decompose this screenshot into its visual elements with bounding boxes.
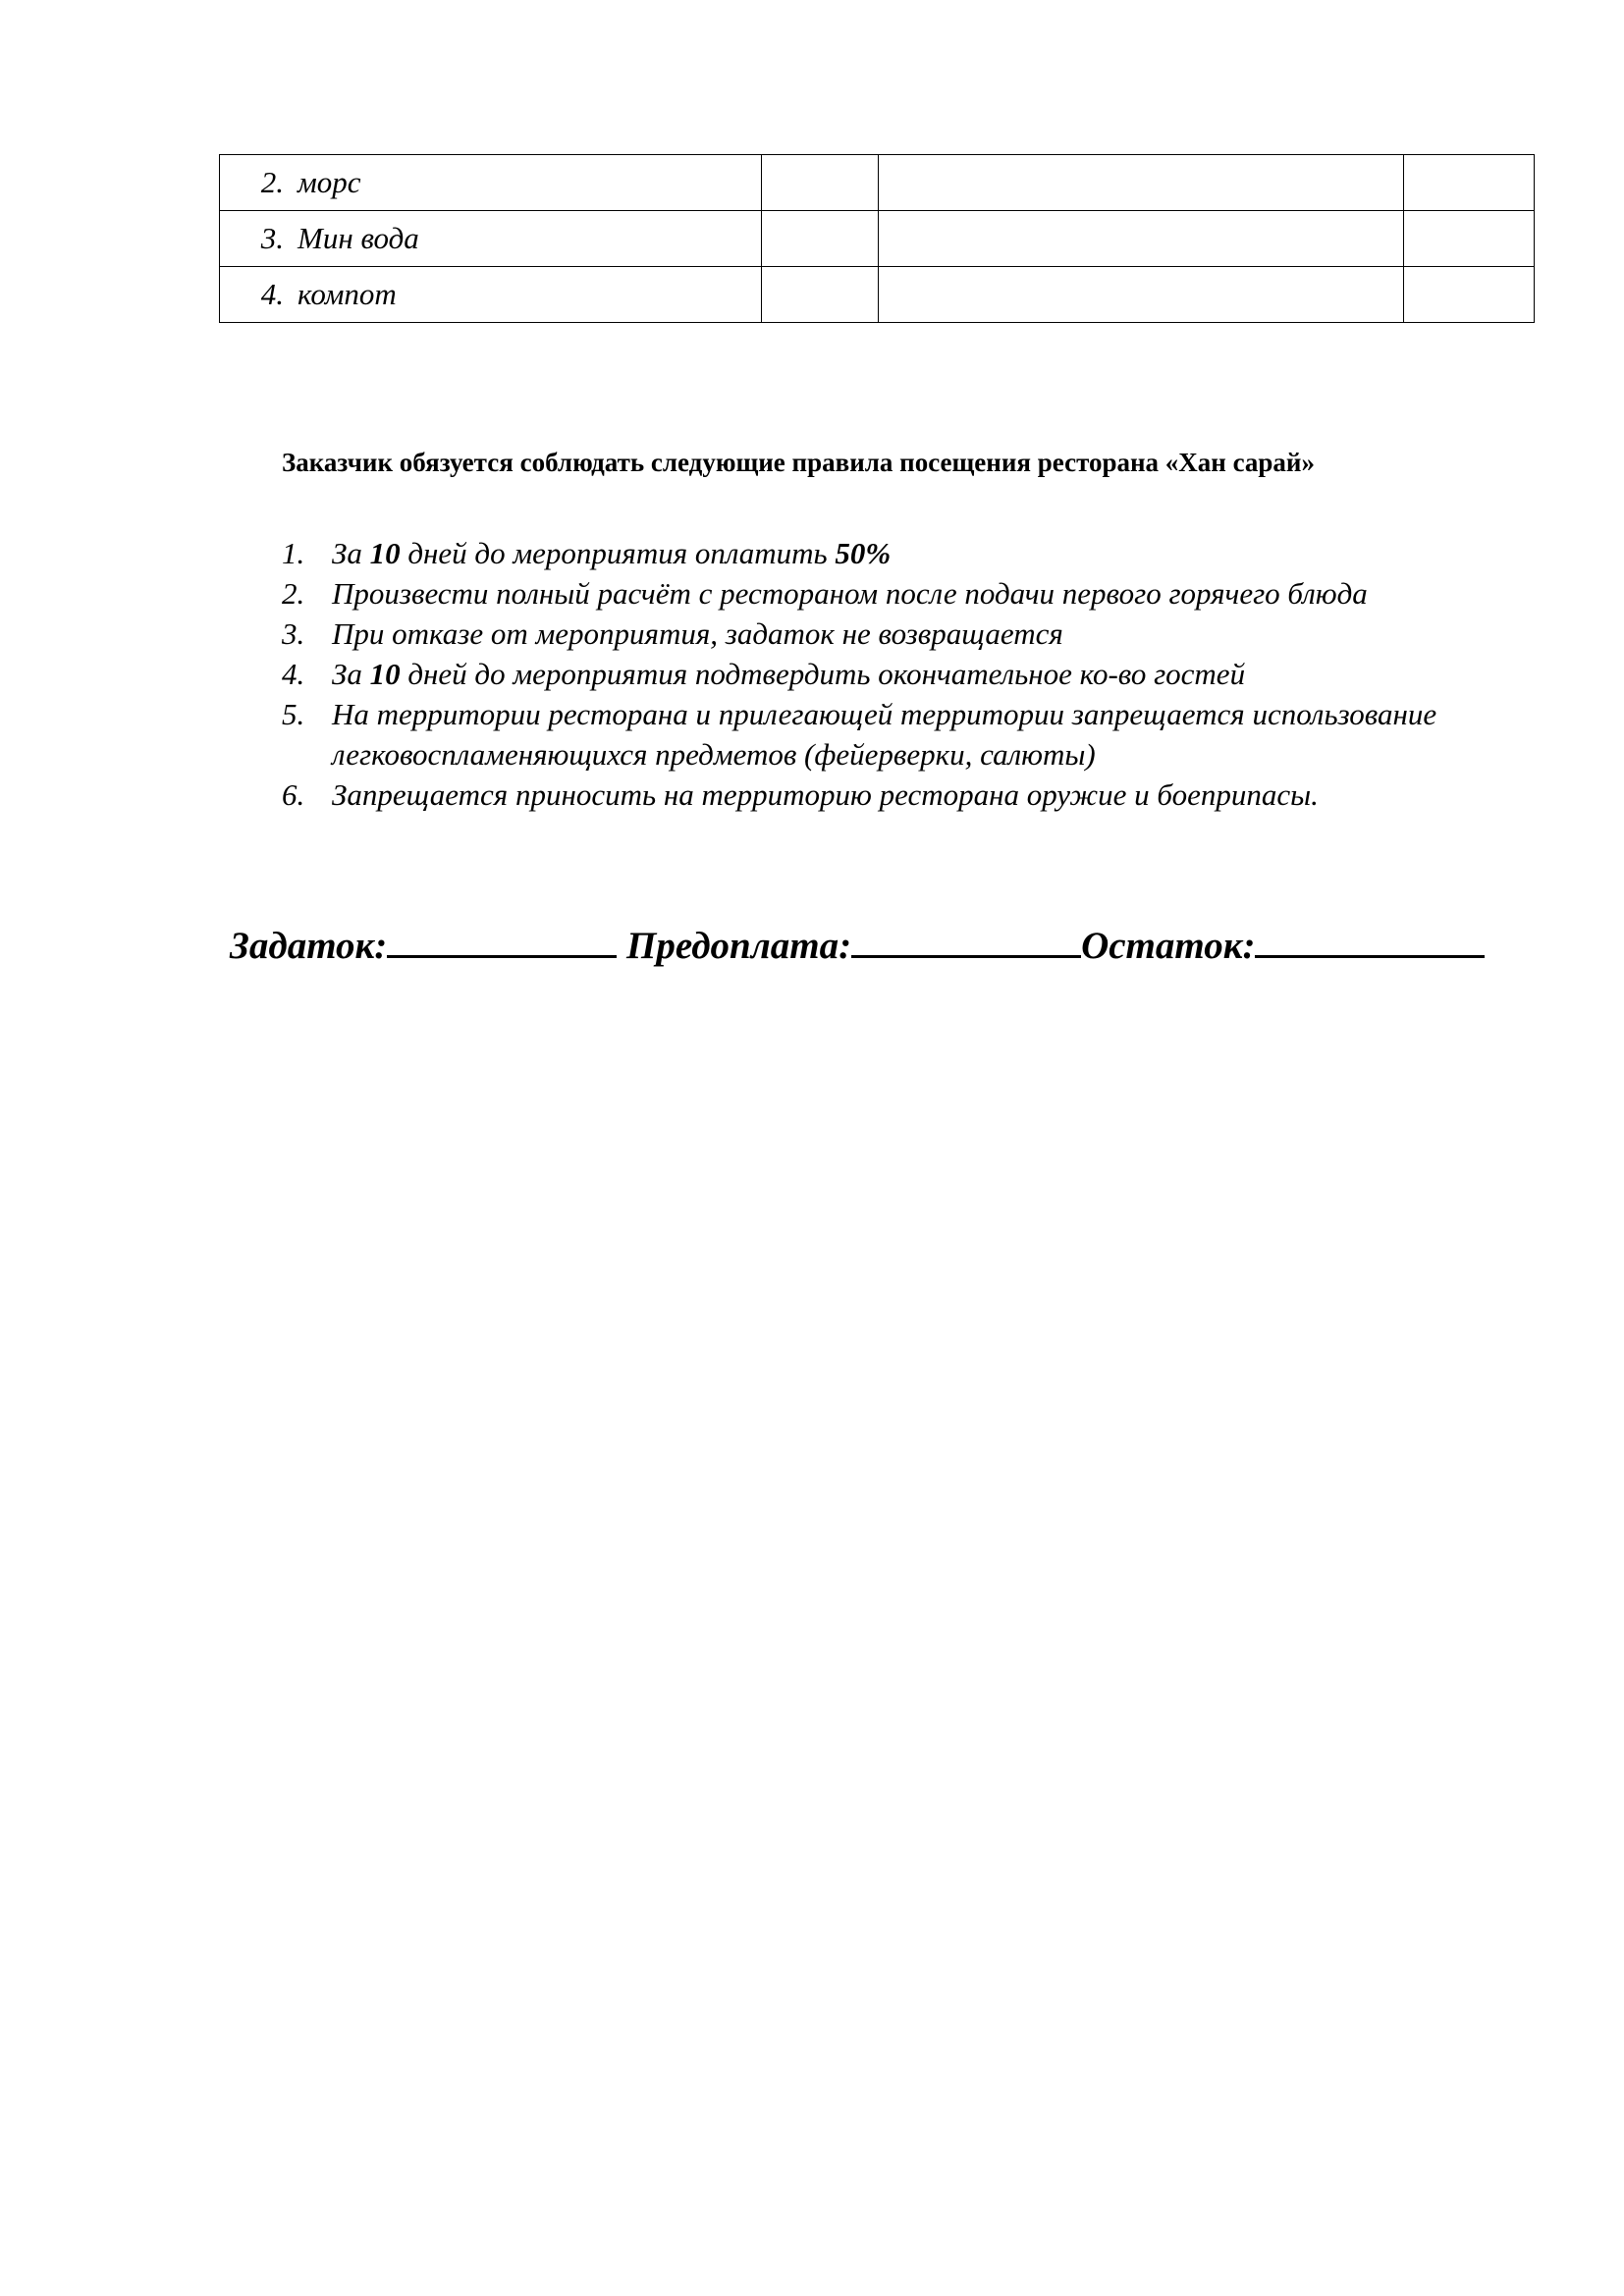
balance-label: Остаток:: [1081, 925, 1256, 967]
item-number: 3.: [260, 221, 284, 255]
item-number: 4.: [260, 277, 284, 311]
deposit-label: Задаток:: [230, 925, 388, 967]
rule-emphasis: 10: [369, 657, 401, 691]
menu-table: [219, 154, 1535, 323]
item-name: Мин вода: [298, 221, 419, 255]
prepayment-label: Предоплата:: [626, 925, 852, 967]
note-cell: [879, 211, 1404, 267]
rules-list: [282, 533, 1539, 815]
rule-item: [282, 694, 1539, 774]
rule-item: [282, 654, 1539, 694]
prepayment-blank[interactable]: [851, 926, 1081, 958]
rule-number: 1.: [282, 536, 305, 570]
table-row: [220, 155, 1535, 211]
item-number: 2.: [260, 165, 284, 199]
item-name: компот: [298, 277, 397, 311]
quantity-cell: [762, 211, 879, 267]
rule-number: 3.: [282, 616, 305, 651]
deposit-blank[interactable]: [387, 926, 617, 958]
menu-table-body: [220, 155, 1535, 323]
rule-text: За: [332, 657, 370, 691]
rule-item: [282, 533, 1539, 573]
note-cell: [879, 267, 1404, 323]
quantity-cell: [762, 155, 879, 211]
payment-summary: [230, 924, 1485, 968]
rule-number: 2.: [282, 576, 305, 611]
item-cell: [220, 211, 762, 267]
rule-item: [282, 614, 1539, 654]
rule-text: дней до мероприятия оплатить: [400, 536, 836, 570]
rule-text: Произвести полный расчёт с рестораном после подачи первого горячего блюда: [332, 576, 1368, 611]
rule-text: За: [332, 536, 370, 570]
sum-cell: [1404, 155, 1535, 211]
rule-emphasis: 10: [369, 536, 401, 570]
rule-number: 4.: [282, 657, 305, 691]
item-cell: [220, 155, 762, 211]
sum-cell: [1404, 267, 1535, 323]
rule-text: На территории ресторана и прилегающей территории запрещается использование легковоспламеняющихся предметов (фейерверки, салюты): [332, 697, 1437, 772]
rule-item: [282, 774, 1539, 815]
rules-heading: Заказчик обязуется соблюдать следующие правила посещения ресторана «Хан сарай»: [282, 448, 1315, 477]
rule-text: дней до мероприятия подтвердить окончательное ко-во гостей: [400, 657, 1246, 691]
sum-cell: [1404, 211, 1535, 267]
rule-number: 5.: [282, 697, 305, 731]
rule-text: Запрещается приносить на территорию ресторана оружие и боеприпасы.: [332, 777, 1319, 812]
rule-emphasis: 50%: [835, 536, 892, 570]
item-name: морс: [298, 165, 361, 199]
table-row: [220, 267, 1535, 323]
quantity-cell: [762, 267, 879, 323]
item-cell: [220, 267, 762, 323]
rule-number: 6.: [282, 777, 305, 812]
note-cell: [879, 155, 1404, 211]
table-row: [220, 211, 1535, 267]
balance-blank[interactable]: [1255, 926, 1485, 958]
rule-text: При отказе от мероприятия, задаток не возвращается: [332, 616, 1063, 651]
rule-item: [282, 573, 1539, 614]
